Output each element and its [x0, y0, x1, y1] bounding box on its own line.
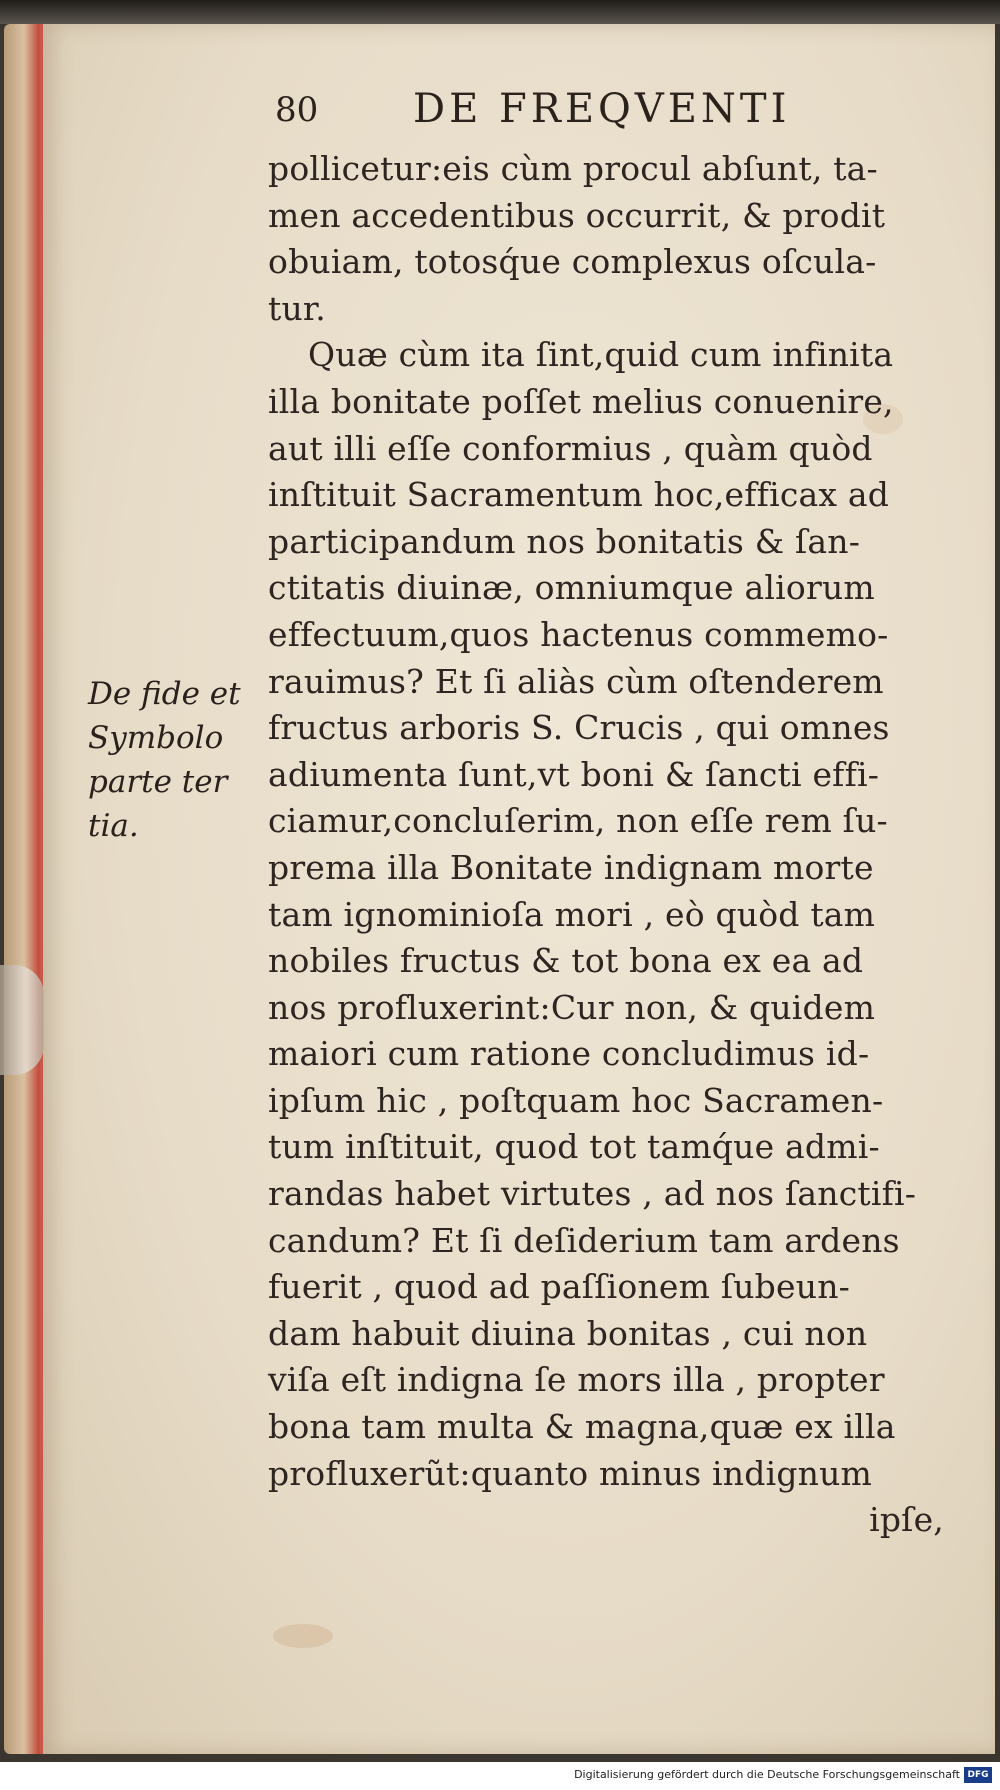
- text-line: prema illa Bonitate indignam morte: [268, 847, 874, 887]
- text-line: inſtituit Sacramentum hoc,efficax ad: [268, 475, 890, 515]
- text-line: randas habet virtutes , ad nos ſanctifi-: [268, 1174, 917, 1214]
- paper-stain: [273, 1624, 333, 1648]
- text-line: rauimus? Et ſi aliàs cùm oſtenderem: [268, 661, 884, 701]
- text-line: tum inſtituit, quod tot tamq́ue admi-: [268, 1127, 880, 1167]
- page-number: 80: [275, 90, 319, 130]
- text-line: fuerit , quod ad paſſionem ſubeun-: [268, 1267, 850, 1307]
- margin-note-line: Symbolo: [88, 720, 224, 756]
- text-line: obuiam, totosq́ue complexus oſcula-: [268, 242, 877, 282]
- funding-credit: Digitalisierung gefördert durch die Deutsche Forschungsgemeinschaft: [574, 1768, 960, 1781]
- text-line: profluxerũt:quanto minus indignum: [268, 1453, 873, 1493]
- dfg-logo-icon: DFG: [964, 1767, 992, 1783]
- text-line: tam ignominioſa mori , eò quòd tam: [268, 894, 876, 934]
- text-line: participandum nos bonitatis & ſan-: [268, 521, 861, 561]
- text-line: illa bonitate poſſet melius conuenire,: [268, 381, 894, 421]
- text-line: nobiles fructus & tot bona ex ea ad: [268, 941, 864, 981]
- text-line: nos profluxerint:Cur non, & quidem: [268, 987, 876, 1027]
- margin-note: [88, 672, 268, 848]
- text-line: ciamur,concluſerim, non eſſe rem ſu-: [268, 801, 888, 841]
- book-clasp: [0, 965, 44, 1075]
- text-line: men accedentibus occurrit, & prodit: [268, 195, 886, 235]
- text-line: ipſum hic , poſtquam hoc Sacramen-: [268, 1080, 884, 1120]
- text-line: tur.: [268, 288, 326, 328]
- text-line: aut illi eſſe conformius , quàm quòd: [268, 428, 873, 468]
- text-line: bona tam multa & magna,quæ ex illa: [268, 1407, 896, 1447]
- book-top-edge: [0, 0, 1000, 24]
- running-head: DE FREQVENTI: [413, 86, 791, 132]
- text-line-paragraph-start: Quæ cùm ita ſint,quid cum infinita: [308, 335, 894, 375]
- margin-note-line: parte ter: [88, 764, 228, 800]
- body-text: [268, 146, 948, 1544]
- text-line: pollicetur:eis cùm procul abſunt, ta-: [268, 149, 878, 188]
- margin-note-line: De fide et: [88, 676, 241, 712]
- text-line: adiumenta ſunt,vt boni & ſancti effi-: [268, 754, 880, 794]
- text-line: maiori cum ratione concludimus id-: [268, 1034, 870, 1074]
- digitization-footer: [0, 1762, 1000, 1790]
- text-line: effectuum,quos hactenus commemo-: [268, 614, 889, 654]
- text-line: fructus arboris S. Crucis , qui omnes: [268, 708, 890, 748]
- text-line: viſa eſt indigna ſe mors illa , propter: [268, 1360, 885, 1400]
- page-header: [275, 86, 835, 136]
- text-line: ctitatis diuinæ, omniumque aliorum: [268, 568, 875, 608]
- margin-note-line: tia.: [88, 808, 139, 844]
- catchword: ipſe,: [869, 1500, 944, 1540]
- text-line: dam habuit diuina bonitas , cui non: [268, 1313, 868, 1353]
- text-line: candum? Et ſi deſiderium tam ardens: [268, 1220, 900, 1260]
